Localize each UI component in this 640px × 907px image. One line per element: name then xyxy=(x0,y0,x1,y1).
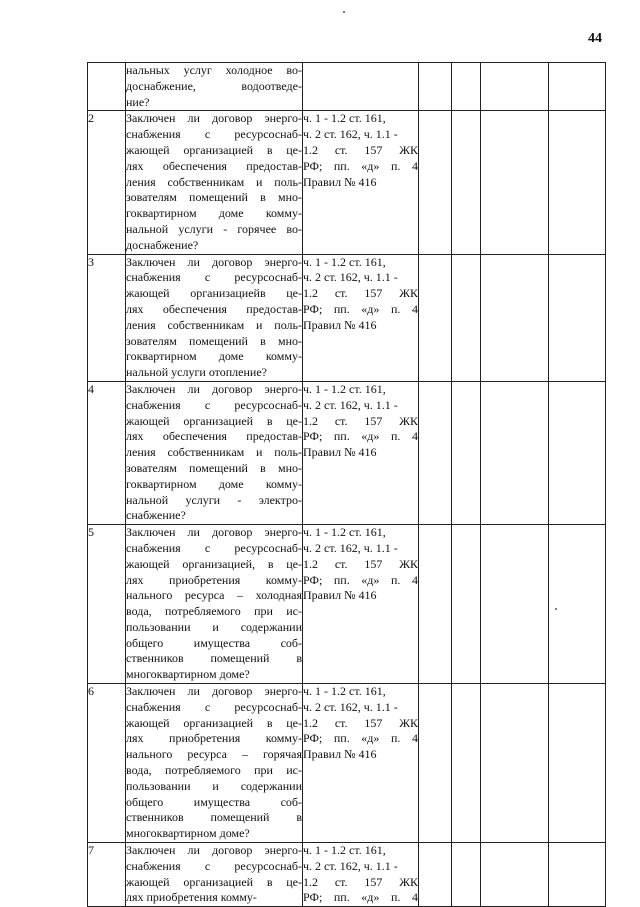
question-cell xyxy=(126,684,303,843)
question-line: зователям помещений в мно- xyxy=(126,190,302,205)
answer-cell[interactable] xyxy=(419,843,452,907)
question-line: снабжения с ресурсоснаб- xyxy=(126,127,302,142)
legal-reference-line: 1.2 ст. 157 ЖК xyxy=(303,556,418,571)
row-number: 6 xyxy=(88,684,126,843)
answer-cell[interactable] xyxy=(481,381,549,524)
question-line: жающей организацией в це- xyxy=(126,413,302,428)
question-line: пользовании и содержании xyxy=(126,619,302,634)
legal-reference-line: РФ; пп. «д» п. 4 xyxy=(303,890,418,905)
question-line: ления собственникам и поль- xyxy=(126,445,302,460)
question-line: лях приобретения комму- xyxy=(126,731,302,746)
question-line: гоквартирном доме комму- xyxy=(126,476,302,491)
question-cell xyxy=(126,843,303,907)
row-number: 7 xyxy=(88,843,126,907)
row-number: 5 xyxy=(88,525,126,684)
table-row xyxy=(88,684,606,843)
question-line: многоквартирном доме? xyxy=(126,826,250,841)
legal-reference-line: Правил № 416 xyxy=(303,445,377,460)
legal-reference-line: ч. 1 - 1.2 ст. 161, xyxy=(303,254,386,269)
question-line: вода, потребляемого при ис- xyxy=(126,604,302,619)
legal-reference-cell xyxy=(303,63,419,111)
answer-cell[interactable] xyxy=(452,254,481,381)
answer-cell[interactable] xyxy=(452,111,481,254)
question-line: Заключен ли договор энерго- xyxy=(126,525,302,540)
legal-reference-line: 1.2 ст. 157 ЖК xyxy=(303,413,418,428)
question-line: ственников помещений в xyxy=(126,651,302,666)
question-cell xyxy=(126,254,303,381)
question-line: лях обеспечения предостав- xyxy=(126,429,302,444)
legal-reference-line: ч. 1 - 1.2 ст. 161, xyxy=(303,843,386,858)
legal-reference-line: ч. 1 - 1.2 ст. 161, xyxy=(303,525,386,540)
question-line: пользовании и содержании xyxy=(126,778,302,793)
question-line: зователям помещений в мно- xyxy=(126,333,302,348)
question-line: гоквартирном доме комму- xyxy=(126,206,302,221)
answer-cell[interactable] xyxy=(549,63,606,111)
question-cell xyxy=(126,63,303,111)
answer-cell[interactable] xyxy=(481,111,549,254)
legal-reference-line: Правил № 416 xyxy=(303,174,377,189)
answer-cell[interactable] xyxy=(549,111,606,254)
question-line: снабжения с ресурсоснаб- xyxy=(126,858,302,873)
legal-reference-line: ч. 1 - 1.2 ст. 161, xyxy=(303,381,386,396)
question-line: жающей организациейв це- xyxy=(126,286,302,301)
question-line: снабжения с ресурсоснаб- xyxy=(126,397,302,412)
legal-reference-cell xyxy=(303,254,419,381)
answer-cell[interactable] xyxy=(481,63,549,111)
question-line: Заключен ли договор энерго- xyxy=(126,843,302,858)
question-line: ственников помещений в xyxy=(126,810,302,825)
table-row xyxy=(88,111,606,254)
answer-cell[interactable] xyxy=(549,525,606,684)
legal-reference-cell xyxy=(303,684,419,843)
question-line: нального ресурса – горячая xyxy=(126,747,302,762)
table-row xyxy=(88,254,606,381)
legal-reference-line: 1.2 ст. 157 ЖК xyxy=(303,286,418,301)
legal-reference-line: ч. 1 - 1.2 ст. 161, xyxy=(303,684,386,699)
answer-cell[interactable] xyxy=(549,843,606,907)
answer-cell[interactable] xyxy=(481,843,549,907)
answer-cell[interactable] xyxy=(419,111,452,254)
legal-reference-cell xyxy=(303,111,419,254)
legal-reference-cell xyxy=(303,843,419,907)
legal-reference-line: ч. 2 ст. 162, ч. 1.1 - xyxy=(303,540,398,555)
question-cell xyxy=(126,111,303,254)
legal-reference-line: Правил № 416 xyxy=(303,317,377,332)
question-line: ления собственникам и поль- xyxy=(126,174,302,189)
legal-reference-line: РФ; пп. «д» п. 4 xyxy=(303,572,418,587)
question-line: доснабжение? xyxy=(126,237,199,252)
question-line: снабжения с ресурсоснаб- xyxy=(126,540,302,555)
row-number: 4 xyxy=(88,381,126,524)
question-line: нальной услуги - электро- xyxy=(126,492,302,507)
question-line: жающей организацией в це- xyxy=(126,142,302,157)
legal-reference-line: РФ; пп. «д» п. 4 xyxy=(303,301,418,316)
answer-cell[interactable] xyxy=(452,381,481,524)
question-line: жающей организацией в це- xyxy=(126,874,302,889)
question-line: общего имущества соб- xyxy=(126,635,302,650)
question-line: ние? xyxy=(126,94,150,109)
answer-cell[interactable] xyxy=(549,381,606,524)
question-line: жающей организацией, в це- xyxy=(126,556,302,571)
question-line: лях обеспечения предостав- xyxy=(126,301,302,316)
checklist-body xyxy=(88,63,606,907)
question-line: Заключен ли договор энерго- xyxy=(126,254,302,269)
legal-reference-line: ч. 2 ст. 162, ч. 1.1 - xyxy=(303,699,398,714)
question-line: лях обеспечения предостав- xyxy=(126,158,302,173)
answer-cell[interactable] xyxy=(452,684,481,843)
answer-cell[interactable] xyxy=(419,525,452,684)
question-line: Заключен ли договор энерго- xyxy=(126,381,302,396)
legal-reference-line: ч. 2 ст. 162, ч. 1.1 - xyxy=(303,127,398,142)
legal-reference-cell xyxy=(303,525,419,684)
question-line: нальной услуги отопление? xyxy=(126,365,267,380)
answer-cell[interactable] xyxy=(419,381,452,524)
answer-cell[interactable] xyxy=(481,684,549,843)
answer-cell[interactable] xyxy=(419,254,452,381)
page-number: 44 xyxy=(588,31,602,46)
scan-speck xyxy=(343,11,345,13)
table-row xyxy=(88,381,606,524)
legal-reference-line: ч. 2 ст. 162, ч. 1.1 - xyxy=(303,270,398,285)
checklist-table xyxy=(87,62,606,907)
answer-cell[interactable] xyxy=(419,684,452,843)
answer-cell[interactable] xyxy=(549,684,606,843)
answer-cell[interactable] xyxy=(452,525,481,684)
question-line: жающей организацией в це- xyxy=(126,715,302,730)
row-number: 3 xyxy=(88,254,126,381)
legal-reference-line: ч. 2 ст. 162, ч. 1.1 - xyxy=(303,858,398,873)
question-line: нального ресурса – холодная xyxy=(126,588,302,603)
question-line: нальной услуги - горячее во- xyxy=(126,221,302,236)
question-line: снабжение? xyxy=(126,508,186,523)
question-line: ления собственникам и поль- xyxy=(126,317,302,332)
answer-cell[interactable] xyxy=(481,254,549,381)
legal-reference-line: РФ; пп. «д» п. 4 xyxy=(303,731,418,746)
table-row xyxy=(88,843,606,907)
question-line: лях приобретения комму- xyxy=(126,890,257,905)
question-line: лях приобретения комму- xyxy=(126,572,302,587)
answer-cell[interactable] xyxy=(549,254,606,381)
legal-reference-line: Правил № 416 xyxy=(303,588,377,603)
question-line: зователям помещений в мно- xyxy=(126,460,302,475)
legal-reference-line: ч. 1 - 1.2 ст. 161, xyxy=(303,111,386,126)
row-number xyxy=(88,63,126,111)
legal-reference-line: Правил № 416 xyxy=(303,747,377,762)
table-row xyxy=(88,63,606,111)
question-cell xyxy=(126,381,303,524)
question-line: общего имущества соб- xyxy=(126,794,302,809)
question-line: снабжения с ресурсоснаб- xyxy=(126,699,302,714)
answer-cell[interactable] xyxy=(481,525,549,684)
legal-reference-line: РФ; пп. «д» п. 4 xyxy=(303,158,418,173)
question-cell xyxy=(126,525,303,684)
legal-reference-line: 1.2 ст. 157 ЖК xyxy=(303,874,418,889)
legal-reference-line: РФ; пп. «д» п. 4 xyxy=(303,429,418,444)
answer-cell[interactable] xyxy=(419,63,452,111)
legal-reference-cell xyxy=(303,381,419,524)
question-line: многоквартирном доме? xyxy=(126,667,250,682)
answer-cell[interactable] xyxy=(452,843,481,907)
answer-cell[interactable] xyxy=(452,63,481,111)
question-line: вода, потребляемого при ис- xyxy=(126,763,302,778)
legal-reference-line: 1.2 ст. 157 ЖК xyxy=(303,715,418,730)
question-line: Заключен ли договор энерго- xyxy=(126,111,302,126)
question-line: гоквартирном доме комму- xyxy=(126,349,302,364)
question-line: Заключен ли договор энерго- xyxy=(126,684,302,699)
question-line: нальных услуг холодное во- xyxy=(126,63,302,77)
legal-reference-line: ч. 2 ст. 162, ч. 1.1 - xyxy=(303,397,398,412)
question-line: доснабжение, водоотведе- xyxy=(126,78,302,93)
question-line: снабжения с ресурсоснаб- xyxy=(126,270,302,285)
table-row xyxy=(88,525,606,684)
row-number: 2 xyxy=(88,111,126,254)
legal-reference-line: 1.2 ст. 157 ЖК xyxy=(303,142,418,157)
